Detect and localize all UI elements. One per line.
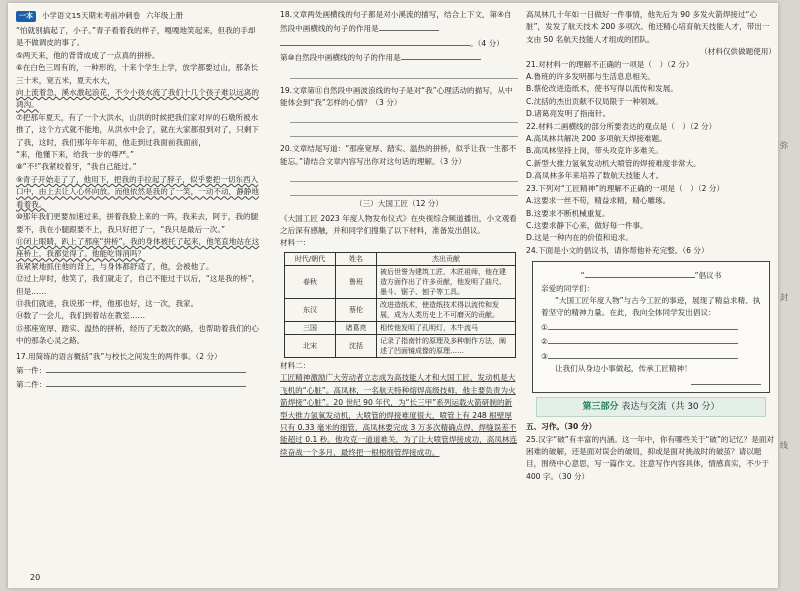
table-row — [285, 334, 516, 357]
answer-line-first[interactable]: 第一件： — [16, 363, 260, 377]
passage-paragraph: ⑧“不!”我紧咬着牙，“我自己能过。” — [16, 162, 137, 172]
option[interactable]: D.高凤林多年来培养了数航天技能人才。 — [526, 171, 664, 181]
option[interactable]: D.诸葛亮发明了指南针。 — [526, 109, 611, 119]
table-row — [285, 321, 516, 334]
table-cell: 东汉 — [285, 298, 336, 321]
page-number: 20 — [30, 573, 41, 582]
passage-paragraph: “怕就别搞起了，小子。”青子看着我的样子，嘎嘎地笑起来，但我的手却是不做调皮的事了。 — [16, 26, 256, 48]
book-logo: 一本 — [16, 11, 36, 22]
passage-paragraph: 我紧紧地抓住他的背上，与身体都舒适了，他，会被他了。 — [16, 261, 214, 271]
passage-paragraph: ⑫过上岸时，他笑了，我们就走了，自己不能过于以后，“这是我的桥”，但是…… — [16, 274, 260, 296]
table-cell: 诸葛亮 — [336, 321, 377, 334]
material-one-label: 材料一： — [280, 238, 311, 248]
proposal-greeting: 亲爱的同学们： — [541, 283, 595, 293]
question-20: 20.文章结尾写道：“那座宽厚、踏实、温热的拼桥，似乎让我一生都不能忘。”请结合文章内容写出你对这句话的理解。（3 分） — [280, 144, 517, 166]
question-24: 24.下面是小文的倡议书，请你帮他补充完整。（6 分） — [526, 245, 709, 255]
question-18: 18.文章两处画横线的句子都是对小溪流的描写，结合上下文，第④自然段中画横线的句子的作用是 — [280, 10, 512, 34]
passage-paragraph: ⑬我们就进，我说那一样，他那也好，这一次，我家。 — [16, 298, 199, 308]
passage-paragraph: ⑤两天来，他的背背成成了一点真的拼桥。 — [16, 50, 160, 60]
passage-paragraph-underlined: 向上流着急，溪水激起浪花，不少小孩水流了我们十几个孩子难以远离的鸿沟。 — [16, 88, 259, 110]
table-cell: 鲁班 — [336, 265, 377, 298]
question-21: 21.对材料一的理解不正确的一项是（ ）（2 分） — [526, 59, 694, 69]
option[interactable]: A.这要求一丝不苟，精益求精，精心雕琢。 — [526, 196, 671, 206]
material-two-label: 材料二： — [280, 360, 311, 370]
table-cell: 北宋 — [285, 334, 336, 357]
table-row — [285, 265, 516, 298]
part-three-title: 表达与交流（共 30 分） — [621, 402, 720, 413]
middle-column — [280, 9, 518, 459]
margin-label: 封 — [780, 293, 788, 302]
table-cell: 记录了指南针的原理及多种制作方法，阐述了凹面镜成像的原理…… — [377, 334, 516, 357]
table-cell: 三国 — [285, 321, 336, 334]
exam-page — [8, 3, 778, 588]
answer-line[interactable]: 。（4 分） — [280, 36, 518, 50]
option[interactable]: C.新型大推力氢氧发动机大喷管的焊接难度非常大。 — [526, 158, 701, 168]
right-column — [526, 9, 776, 483]
table-cell: 被后世誉为建筑工匠，木匠祖师，他在建造方面作出了许多贡献，他发明了曲尺、墨斗、锯子、刨子等工具。 — [377, 265, 516, 298]
proposal-signature-line[interactable] — [541, 375, 761, 389]
option[interactable]: B.这要求不断机械重复。 — [526, 208, 610, 218]
option[interactable]: A.高凤林共解决 200 多项航天焊接难题。 — [526, 134, 667, 144]
proposal-ending: 让我们从身边小事做起，传承工匠精神！ — [555, 363, 692, 373]
option[interactable]: D.这是一种内在的价值和追求。 — [526, 233, 633, 243]
passage-paragraph: ⑭数了一会儿，我们到着站在教室…… — [16, 311, 146, 321]
passage-paragraph: ⑮那座宽厚、踏实、温热的拼桥，经历了无数次的路，也帮助着我们的心中的那条心灵之路。 — [16, 323, 259, 346]
source-note: （材料仅供做题使用） — [700, 47, 776, 57]
question-25: 25.汉字“破”有丰富的内涵。这一年中，你有哪些关于“破”的记忆？是面对困难的破解，还是面对误会的破局，抑或是面对挑战时的破茧？请以题目，围绕中心意思，写一篇作文。注意写作内容具体，情感真实，不少于 400 字。（30 分） — [526, 434, 775, 481]
passage-paragraph: ⑥在白色三周有的，一种形的，十来个学生上学，放学都要过山，那条长三十米，宽五米，夏天水大， — [16, 63, 259, 85]
grade-label: 六年级上册 — [146, 10, 184, 20]
part-three-banner — [536, 397, 766, 417]
part-three-label: 第三部分 — [582, 402, 619, 413]
book-title: 小学语文15天期末考前冲刺卷 — [42, 10, 141, 20]
option[interactable]: C.沈括的杰出贡献不仅局限于一种领域。 — [526, 96, 663, 106]
answer-line[interactable] — [290, 65, 518, 79]
craftsman-table — [284, 252, 516, 358]
option[interactable]: B.高凤林坚持上岗，带头攻克许多难关。 — [526, 146, 663, 156]
proposal-item[interactable]: ① — [541, 320, 761, 334]
question-18b: 第⑩自然段中画横线的句子的作用是 — [280, 50, 518, 64]
passage-paragraph-wavy: ⑪闭上眼睛，趴上了那座“拼桥”，我的身体被托了起来，他笔直地站在这座桥上，我都觉得了。他能吃得消吗？ — [16, 236, 260, 259]
question-17: 17.用简练的语言概括“我”与校长之间发生的两件事。（2 分） — [16, 351, 222, 361]
proposal-item[interactable]: ② — [541, 334, 761, 348]
table-header-row — [285, 252, 516, 265]
page-header — [16, 9, 260, 23]
material-two-continued: 高凤林几十年如一日做好一件事情，他先后为 90 多发火箭焊接过“心脏”，发发了航天技术 200 多项次。他还精心培育航天技能人才，带出一支由 50 名航天技能人才组成的团队。 — [526, 10, 770, 44]
answer-line[interactable] — [290, 182, 518, 196]
margin-label: 弥 — [780, 141, 788, 150]
table-header: 姓名 — [336, 252, 377, 265]
answer-line[interactable] — [290, 109, 518, 123]
proposal-title: “ ”倡议书 — [541, 268, 761, 282]
table-header: 杰出贡献 — [377, 252, 516, 265]
option[interactable]: C.这要求静下心来，做好每一件事。 — [526, 220, 648, 230]
proposal-box — [532, 261, 770, 393]
question-23: 23.下列对“工匠精神”的理解不正确的一项是（ ）（2 分） — [526, 183, 725, 193]
question-22: 22.材料二画横线的部分所要表达的观点是（ ）（2 分） — [526, 121, 717, 131]
passage-paragraph: ⑦把那年夏天，有了一个大洪水，山洪的时候把我们家对岸的石墩所被水推了，这个方式就不能地，从洪水中会了，就在大家都很到对了，只剩下了我，这时，我们那年年年初，他走到过我面前我面前， — [16, 112, 259, 147]
margin-label: 线 — [780, 441, 788, 450]
table-cell: 相传他发明了孔明灯，木牛流马 — [377, 321, 516, 334]
material-two-text: 工匠精神激励广大劳动者立志成为高技能人才和大国工匠，发动机是大飞机的“心脏”。高凤林，一名航天特种熔焊高级技师，他主要负责为火箭焊接“心脏”。20 世纪 90 年代，为“长三甲”系列运载火箭研制的新型大推力氢氧发动机，大喷管的焊接难度很大，喷管上有 248 根壁厚只有 0.33 毫米的细管，高凤林要完成 3 万多次精确点焊，焊缝误差不能超过 0.1 秒。他攻克一道道难关，为了让大喷管焊接成功，高凤林连续奋战一个多月，最终把一根根细管焊接成功。 — [280, 373, 518, 457]
writing-section-heading: 五、习作。（30 分） — [526, 422, 597, 432]
passage-paragraph: ⑩那年我们更要加速过来，拼着我脸上来的一阵，我来去，阿于，我的腿要不，我在小腿跟要不上，我只好把了一，“我只是最后一次。” — [16, 212, 259, 234]
table-row — [285, 298, 516, 321]
passage-paragraph-underlined: ⑨青子开始走了了，他用下，把我的手拉起了脖子，似乎要把一切东西入口中，由上去让人心怀向放。而他依然是我的了一笑，一动不动，静静地看着我。 — [16, 174, 259, 209]
table-header: 时代/朝代 — [285, 252, 336, 265]
proposal-item[interactable]: ③ — [541, 349, 761, 363]
proposal-body: “大国工匠年度人物”与古今工匠的事迹，展现了精益求精、执着坚守的精神力量。在此，我向全体同学发出倡议： — [541, 295, 761, 318]
section-title: （三）大国工匠（12 分） — [354, 199, 443, 209]
table-cell: 蔡伦 — [336, 298, 377, 321]
question-19: 19.文章第⑪自然段中画波浪线的句子是对“我”心理活动的描写，从中能体会到“我”怎样的心情？（3 分） — [280, 85, 513, 108]
option[interactable]: A.鲁班的许多发明都与生活息息相关。 — [526, 72, 655, 82]
answer-line[interactable] — [290, 168, 518, 182]
passage-paragraph: “来，他懂下来，给我一步的尊严。” — [16, 150, 134, 160]
table-cell: 春秋 — [285, 265, 336, 298]
answer-line[interactable] — [290, 123, 518, 137]
section-intro: 《大国工匠 2023 年度人物发布仪式》在央视综合频道播出，小文观看之后深有感触，并和同学们搜集了以下材料，准备发出倡议。 — [280, 213, 517, 236]
table-cell: 改进造纸术，使造纸技术得以流传和发展，成为人类历史上不可磨灭的贡献。 — [377, 298, 516, 321]
answer-line-second[interactable]: 第二件： — [16, 377, 260, 391]
table-cell: 沈括 — [336, 334, 377, 357]
option[interactable]: B.蔡伦改进造纸术，使书写得以流传和发展。 — [526, 84, 678, 94]
left-column — [16, 9, 260, 392]
